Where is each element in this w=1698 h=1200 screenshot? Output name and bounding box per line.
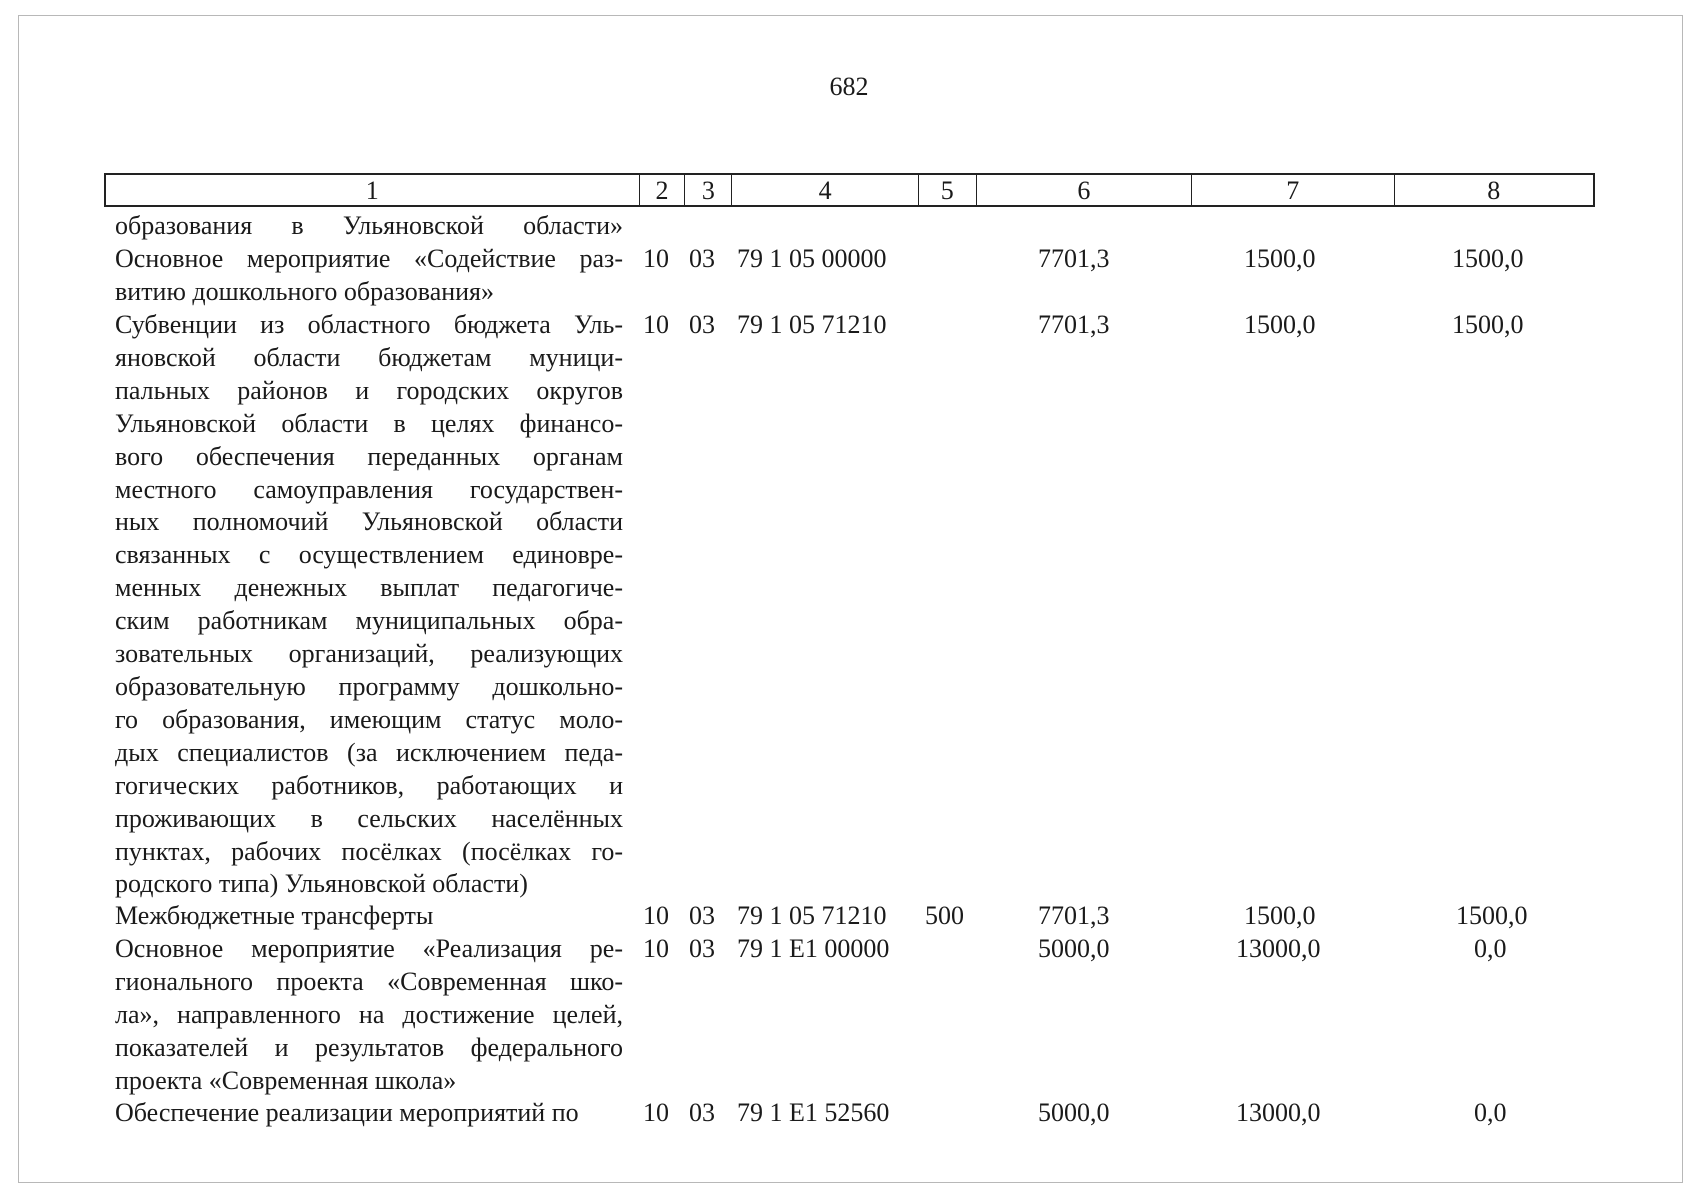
row-text-line: Основное мероприятие «Содействие раз- bbox=[115, 244, 623, 273]
row-text-line: образовательную программу дошкольно- bbox=[115, 671, 623, 701]
cell-amount-7: 1500,0 bbox=[1244, 244, 1316, 273]
row-text-line: гионального проекта «Современная шко- bbox=[115, 966, 623, 996]
cell-razdel: 10 bbox=[643, 310, 669, 339]
row-text-line: вого обеспечения переданных органам bbox=[115, 441, 623, 471]
table-row bbox=[115, 933, 623, 1098]
cell-amount-7: 13000,0 bbox=[1236, 1098, 1321, 1127]
column-header: 2 bbox=[640, 175, 686, 205]
row-text-line: Обеспечение реализации мероприятий по bbox=[115, 1098, 579, 1127]
row-text-line: местного самоуправления государствен- bbox=[115, 474, 623, 504]
row-text-line: пунктах, рабочих посёлках (посёлках го- bbox=[115, 836, 623, 866]
page-number: 682 bbox=[829, 72, 869, 101]
cell-amount-7: 1500,0 bbox=[1244, 901, 1316, 930]
table-row bbox=[115, 1097, 623, 1130]
row-text-line: дых специалистов (за исключением педа- bbox=[115, 737, 623, 767]
row-text-line: проекта «Современная школа» bbox=[115, 1065, 457, 1095]
cell-podrazdel: 03 bbox=[689, 934, 715, 963]
cell-amount-6: 5000,0 bbox=[1038, 934, 1110, 963]
column-header: 4 bbox=[732, 175, 919, 205]
row-text-line: ных полномочий Ульяновской области bbox=[115, 507, 623, 537]
row-text-line: Субвенции из областного бюджета Уль- bbox=[115, 310, 623, 339]
column-header: 3 bbox=[685, 175, 732, 205]
row-text-line: пальных районов и городских округов bbox=[115, 375, 623, 405]
row-text-line: образования в Ульяновской области» bbox=[115, 211, 623, 240]
cell-amount-8: 0,0 bbox=[1474, 934, 1507, 963]
column-header: 6 bbox=[977, 175, 1192, 205]
row-text-line: яновской области бюджетам муници- bbox=[115, 342, 623, 372]
row-text-line: ским работникам муниципальных обра- bbox=[115, 606, 623, 636]
cell-razdel: 10 bbox=[643, 901, 669, 930]
cell-amount-6: 5000,0 bbox=[1038, 1098, 1110, 1127]
cell-razdel: 10 bbox=[643, 1098, 669, 1127]
cell-amount-7: 1500,0 bbox=[1244, 310, 1316, 339]
table-header bbox=[104, 173, 1595, 207]
cell-amount-8: 1500,0 bbox=[1452, 244, 1524, 273]
cell-amount-6: 7701,3 bbox=[1038, 310, 1110, 339]
row-text-line: ла», направленного на достижение целей, bbox=[115, 999, 623, 1029]
table-row bbox=[115, 309, 623, 901]
row-text-line: показателей и результатов федерального bbox=[115, 1032, 623, 1062]
cell-razdel: 10 bbox=[643, 934, 669, 963]
cell-amount-6: 7701,3 bbox=[1038, 244, 1110, 273]
cell-vid-raskhodov: 500 bbox=[925, 901, 964, 930]
cell-target-article: 79 1 05 71210 bbox=[737, 310, 887, 339]
row-text-line: Ульяновской области в целях финансо- bbox=[115, 408, 623, 438]
row-text-line: Основное мероприятие «Реализация ре- bbox=[115, 934, 623, 963]
row-text-line: Межбюджетные трансферты bbox=[115, 901, 434, 930]
row-text-line: связанных с осуществлением единовре- bbox=[115, 540, 623, 570]
row-text-line: проживающих в сельских населённых bbox=[115, 803, 623, 833]
cell-target-article: 79 1 E1 00000 bbox=[737, 934, 890, 963]
row-text-line: родского типа) Ульяновской области) bbox=[115, 869, 528, 899]
cell-amount-8: 0,0 bbox=[1474, 1098, 1507, 1127]
row-text-line: менных денежных выплат педагогиче- bbox=[115, 573, 623, 603]
cell-podrazdel: 03 bbox=[689, 310, 715, 339]
cell-target-article: 79 1 05 71210 bbox=[737, 901, 887, 930]
cell-amount-7: 13000,0 bbox=[1236, 934, 1321, 963]
cell-podrazdel: 03 bbox=[689, 244, 715, 273]
row-text-line: зовательных организаций, реализующих bbox=[115, 639, 623, 669]
row-text-line: гогических работников, работающих и bbox=[115, 770, 623, 800]
cell-target-article: 79 1 05 00000 bbox=[737, 244, 887, 273]
row-text-line: витию дошкольного образования» bbox=[115, 276, 495, 306]
cell-target-article: 79 1 E1 52560 bbox=[737, 1098, 890, 1127]
cell-amount-8: 1500,0 bbox=[1456, 901, 1528, 930]
cell-podrazdel: 03 bbox=[689, 1098, 715, 1127]
column-header: 1 bbox=[106, 175, 640, 205]
cell-amount-8: 1500,0 bbox=[1452, 310, 1524, 339]
column-header: 8 bbox=[1487, 176, 1501, 205]
cell-podrazdel: 03 bbox=[689, 901, 715, 930]
row-text-line: го образования, имеющим статус моло- bbox=[115, 704, 623, 734]
cell-razdel: 10 bbox=[643, 244, 669, 273]
table-row bbox=[115, 900, 623, 933]
table-row bbox=[115, 210, 623, 243]
column-header: 5 bbox=[919, 175, 977, 205]
table-row bbox=[115, 243, 623, 309]
column-header: 7 bbox=[1192, 175, 1394, 205]
cell-amount-6: 7701,3 bbox=[1038, 901, 1110, 930]
